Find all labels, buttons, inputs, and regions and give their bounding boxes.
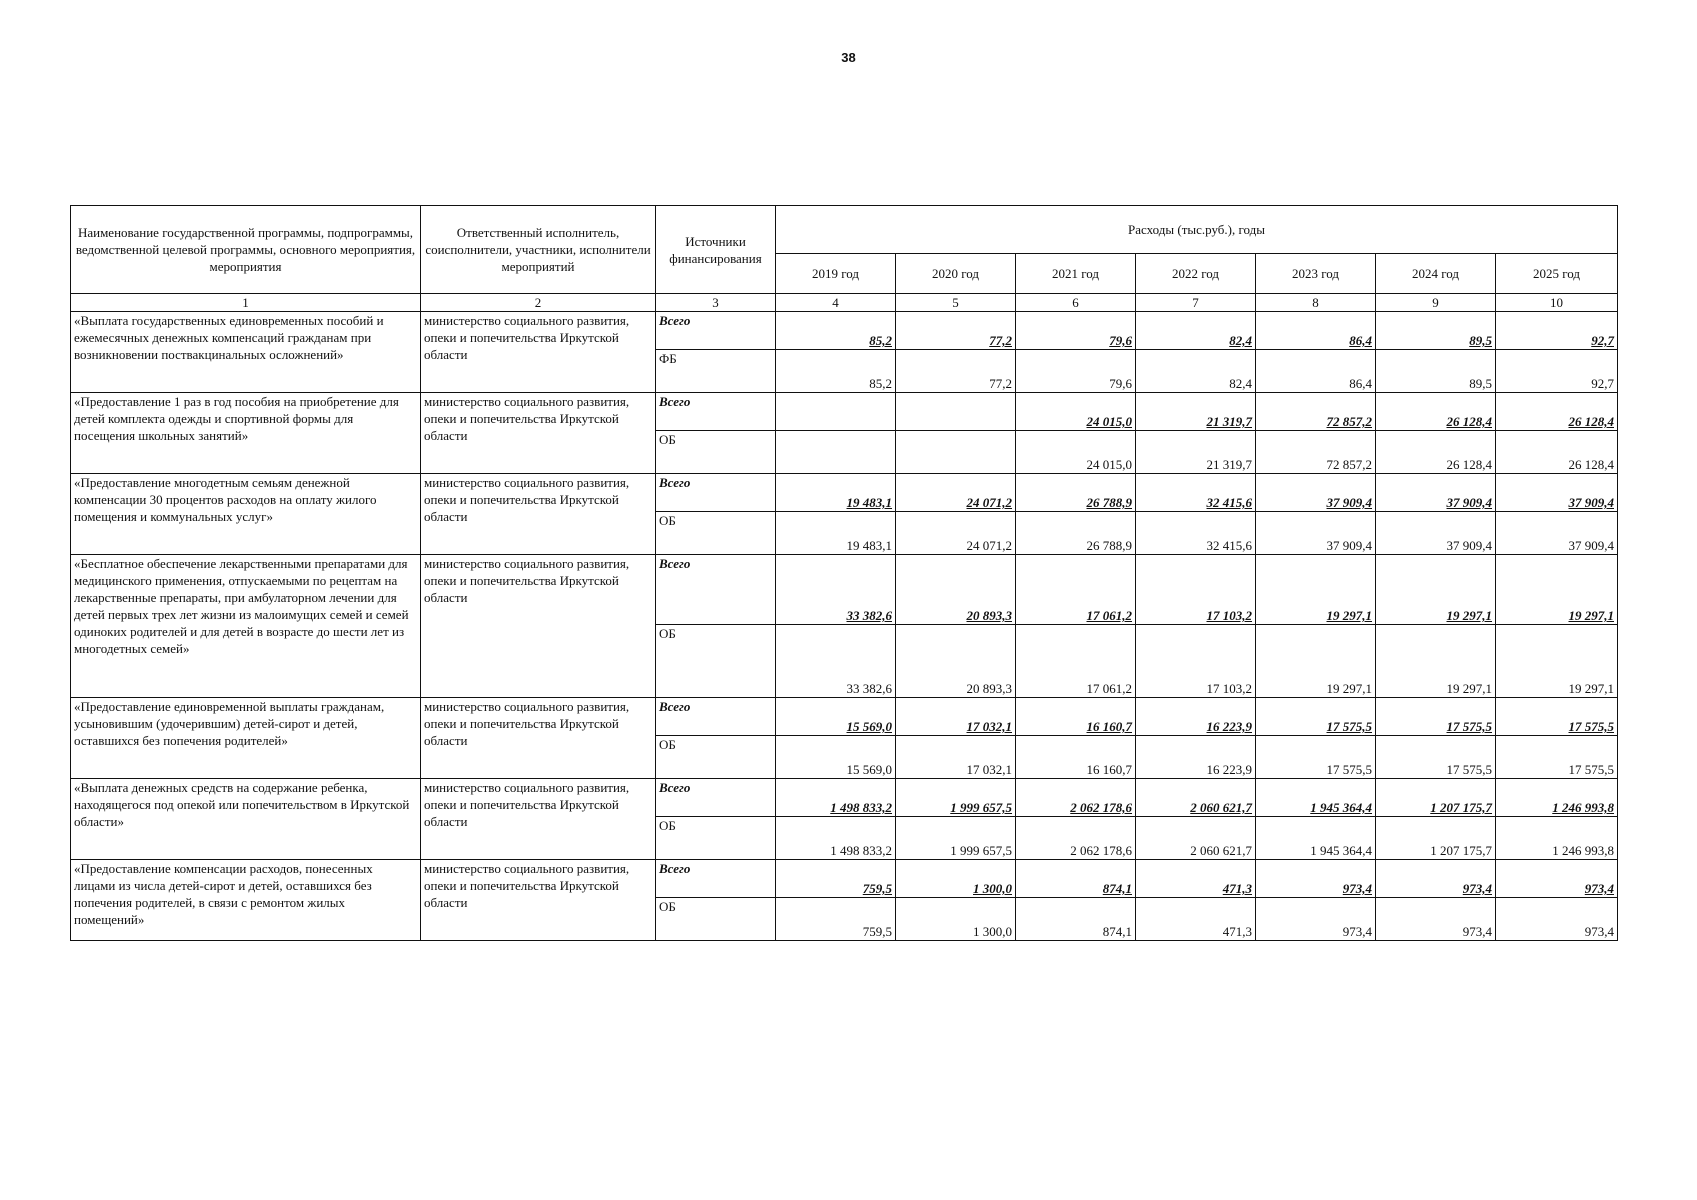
source-value: 973,4 (1496, 898, 1618, 941)
column-number: 2 (421, 294, 656, 312)
source-value: 1 498 833,2 (776, 817, 896, 860)
source-value: 17 575,5 (1496, 736, 1618, 779)
header-year: 2019 год (776, 254, 896, 294)
total-value: 79,6 (1016, 312, 1136, 350)
header-year: 2022 год (1136, 254, 1256, 294)
table-row (71, 555, 1618, 625)
executor-name: министерство социального развития, опеки и попечительства Иркутской области (421, 860, 656, 941)
total-value: 21 319,7 (1136, 393, 1256, 431)
source-value: 16 223,9 (1136, 736, 1256, 779)
table-row (71, 698, 1618, 736)
header-year: 2024 год (1376, 254, 1496, 294)
source-value: 19 483,1 (776, 512, 896, 555)
total-value: 759,5 (776, 860, 896, 898)
source-value: 759,5 (776, 898, 896, 941)
source-label: ОБ (656, 898, 776, 941)
source-value: 471,3 (1136, 898, 1256, 941)
total-value: 20 893,3 (896, 555, 1016, 625)
table-header (71, 206, 1618, 312)
source-value: 2 062 178,6 (1016, 817, 1136, 860)
column-number: 5 (896, 294, 1016, 312)
source-value: 89,5 (1376, 350, 1496, 393)
source-label: ОБ (656, 817, 776, 860)
total-value: 17 103,2 (1136, 555, 1256, 625)
header-executor: Ответственный исполнитель, соисполнители, участники, исполнители мероприятий (421, 206, 656, 294)
header-year: 2021 год (1016, 254, 1136, 294)
total-value: 86,4 (1256, 312, 1376, 350)
table-row (71, 393, 1618, 431)
source-value: 17 575,5 (1256, 736, 1376, 779)
program-name: «Предоставление единовременной выплаты гражданам, усыновившим (удочерившим) детей-сирот и детей, оставшихся без попечения родителей» (71, 698, 421, 779)
total-value: 82,4 (1136, 312, 1256, 350)
executor-name: министерство социального развития, опеки и попечительства Иркутской области (421, 555, 656, 698)
total-value: 77,2 (896, 312, 1016, 350)
table-row (71, 779, 1618, 817)
source-total-label: Всего (656, 698, 776, 736)
program-name: «Предоставление 1 раз в год пособия на приобретение для детей комплекта одежды и спортивной формы для посещения школьных занятий» (71, 393, 421, 474)
source-value: 17 032,1 (896, 736, 1016, 779)
total-value: 17 575,5 (1256, 698, 1376, 736)
source-value: 2 060 621,7 (1136, 817, 1256, 860)
source-total-label: Всего (656, 779, 776, 817)
program-name: «Выплата денежных средств на содержание ребенка, находящегося под опекой или попечительством в Иркутской области» (71, 779, 421, 860)
total-value: 17 575,5 (1496, 698, 1618, 736)
column-number: 10 (1496, 294, 1618, 312)
program-name: «Предоставление многодетным семьям денежной компенсации 30 процентов расходов на оплату жилого помещения и коммунальных услуг» (71, 474, 421, 555)
source-value: 37 909,4 (1496, 512, 1618, 555)
source-value: 24 071,2 (896, 512, 1016, 555)
column-number: 4 (776, 294, 896, 312)
executor-name: министерство социального развития, опеки и попечительства Иркутской области (421, 393, 656, 474)
total-value: 973,4 (1376, 860, 1496, 898)
total-value: 1 498 833,2 (776, 779, 896, 817)
total-value: 2 060 621,7 (1136, 779, 1256, 817)
source-value: 973,4 (1376, 898, 1496, 941)
total-value: 26 128,4 (1496, 393, 1618, 431)
total-value: 471,3 (1136, 860, 1256, 898)
source-value: 19 297,1 (1376, 625, 1496, 698)
header-year: 2020 год (896, 254, 1016, 294)
page-number: 38 (841, 50, 856, 65)
source-label: ОБ (656, 625, 776, 698)
total-value: 16 160,7 (1016, 698, 1136, 736)
total-value: 1 999 657,5 (896, 779, 1016, 817)
source-value (776, 431, 896, 474)
header-funding-source: Источники финансирования (656, 206, 776, 294)
executor-name: министерство социального развития, опеки и попечительства Иркутской области (421, 474, 656, 555)
source-value: 21 319,7 (1136, 431, 1256, 474)
source-value: 1 945 364,4 (1256, 817, 1376, 860)
budget-table (70, 205, 1618, 941)
column-number: 8 (1256, 294, 1376, 312)
executor-name: министерство социального развития, опеки и попечительства Иркутской области (421, 698, 656, 779)
source-value: 26 128,4 (1496, 431, 1618, 474)
source-value: 82,4 (1136, 350, 1256, 393)
column-number-row (71, 294, 1618, 312)
total-value: 24 071,2 (896, 474, 1016, 512)
source-value: 26 128,4 (1376, 431, 1496, 474)
column-number: 3 (656, 294, 776, 312)
total-value (896, 393, 1016, 431)
total-value: 16 223,9 (1136, 698, 1256, 736)
total-value: 874,1 (1016, 860, 1136, 898)
table-row (71, 474, 1618, 512)
source-total-label: Всего (656, 312, 776, 350)
source-value: 19 297,1 (1256, 625, 1376, 698)
executor-name: министерство социального развития, опеки и попечительства Иркутской области (421, 779, 656, 860)
total-value: 89,5 (1376, 312, 1496, 350)
source-value: 77,2 (896, 350, 1016, 393)
total-value: 973,4 (1256, 860, 1376, 898)
source-value: 37 909,4 (1376, 512, 1496, 555)
header-expenses: Расходы (тыс.руб.), годы (776, 206, 1618, 254)
source-value: 32 415,6 (1136, 512, 1256, 555)
source-total-label: Всего (656, 860, 776, 898)
source-label: ОБ (656, 431, 776, 474)
column-number: 6 (1016, 294, 1136, 312)
total-value: 72 857,2 (1256, 393, 1376, 431)
column-number: 1 (71, 294, 421, 312)
total-value: 17 032,1 (896, 698, 1016, 736)
header-program-name: Наименование государственной программы, подпрограммы, ведомственной целевой программы, основного мероприятия, мероприятия (71, 206, 421, 294)
total-value: 26 788,9 (1016, 474, 1136, 512)
source-value: 1 207 175,7 (1376, 817, 1496, 860)
column-number: 9 (1376, 294, 1496, 312)
program-name: «Бесплатное обеспечение лекарственными препаратами для медицинского применения, отпускаемыми по рецептам на лекарственные препараты, при амбулаторном лечении для детей первых трех лет жизни из малоимущих семей и семей одиноких родителей и для детей в возрасте до шести лет из многодетных семей» (71, 555, 421, 698)
program-name: «Предоставление компенсации расходов, понесенных лицами из числа детей-сирот и детей, оставшихся без попечения родителей, в связи с ремонтом жилых помещений» (71, 860, 421, 941)
source-value: 874,1 (1016, 898, 1136, 941)
total-value: 24 015,0 (1016, 393, 1136, 431)
source-value: 92,7 (1496, 350, 1618, 393)
source-value (896, 431, 1016, 474)
total-value: 32 415,6 (1136, 474, 1256, 512)
total-value: 19 297,1 (1496, 555, 1618, 625)
total-value: 19 297,1 (1256, 555, 1376, 625)
source-value: 973,4 (1256, 898, 1376, 941)
source-value: 16 160,7 (1016, 736, 1136, 779)
header-year: 2025 год (1496, 254, 1618, 294)
source-label: ОБ (656, 512, 776, 555)
source-value: 19 297,1 (1496, 625, 1618, 698)
source-label: ФБ (656, 350, 776, 393)
total-value (776, 393, 896, 431)
program-name: «Выплата государственных единовременных пособий и ежемесячных денежных компенсаций гражданам при возникновении поствакцинальных осложнений» (71, 312, 421, 393)
table-row (71, 860, 1618, 898)
source-value: 20 893,3 (896, 625, 1016, 698)
total-value: 26 128,4 (1376, 393, 1496, 431)
total-value: 17 061,2 (1016, 555, 1136, 625)
total-value: 1 945 364,4 (1256, 779, 1376, 817)
source-value: 26 788,9 (1016, 512, 1136, 555)
source-value: 79,6 (1016, 350, 1136, 393)
total-value: 19 297,1 (1376, 555, 1496, 625)
source-value: 85,2 (776, 350, 896, 393)
source-label: ОБ (656, 736, 776, 779)
total-value: 15 569,0 (776, 698, 896, 736)
source-value: 86,4 (1256, 350, 1376, 393)
total-value: 1 300,0 (896, 860, 1016, 898)
total-value: 2 062 178,6 (1016, 779, 1136, 817)
total-value: 37 909,4 (1376, 474, 1496, 512)
source-total-label: Всего (656, 393, 776, 431)
source-value: 72 857,2 (1256, 431, 1376, 474)
total-value: 973,4 (1496, 860, 1618, 898)
total-value: 33 382,6 (776, 555, 896, 625)
source-value: 1 999 657,5 (896, 817, 1016, 860)
source-value: 37 909,4 (1256, 512, 1376, 555)
total-value: 17 575,5 (1376, 698, 1496, 736)
table-row (71, 312, 1618, 350)
source-value: 15 569,0 (776, 736, 896, 779)
total-value: 1 246 993,8 (1496, 779, 1618, 817)
source-total-label: Всего (656, 555, 776, 625)
source-value: 33 382,6 (776, 625, 896, 698)
source-total-label: Всего (656, 474, 776, 512)
source-value: 17 575,5 (1376, 736, 1496, 779)
column-number: 7 (1136, 294, 1256, 312)
source-value: 24 015,0 (1016, 431, 1136, 474)
total-value: 85,2 (776, 312, 896, 350)
source-value: 17 103,2 (1136, 625, 1256, 698)
header-year: 2023 год (1256, 254, 1376, 294)
source-value: 1 246 993,8 (1496, 817, 1618, 860)
total-value: 37 909,4 (1496, 474, 1618, 512)
executor-name: министерство социального развития, опеки и попечительства Иркутской области (421, 312, 656, 393)
source-value: 17 061,2 (1016, 625, 1136, 698)
source-value: 1 300,0 (896, 898, 1016, 941)
total-value: 37 909,4 (1256, 474, 1376, 512)
total-value: 92,7 (1496, 312, 1618, 350)
total-value: 1 207 175,7 (1376, 779, 1496, 817)
total-value: 19 483,1 (776, 474, 896, 512)
